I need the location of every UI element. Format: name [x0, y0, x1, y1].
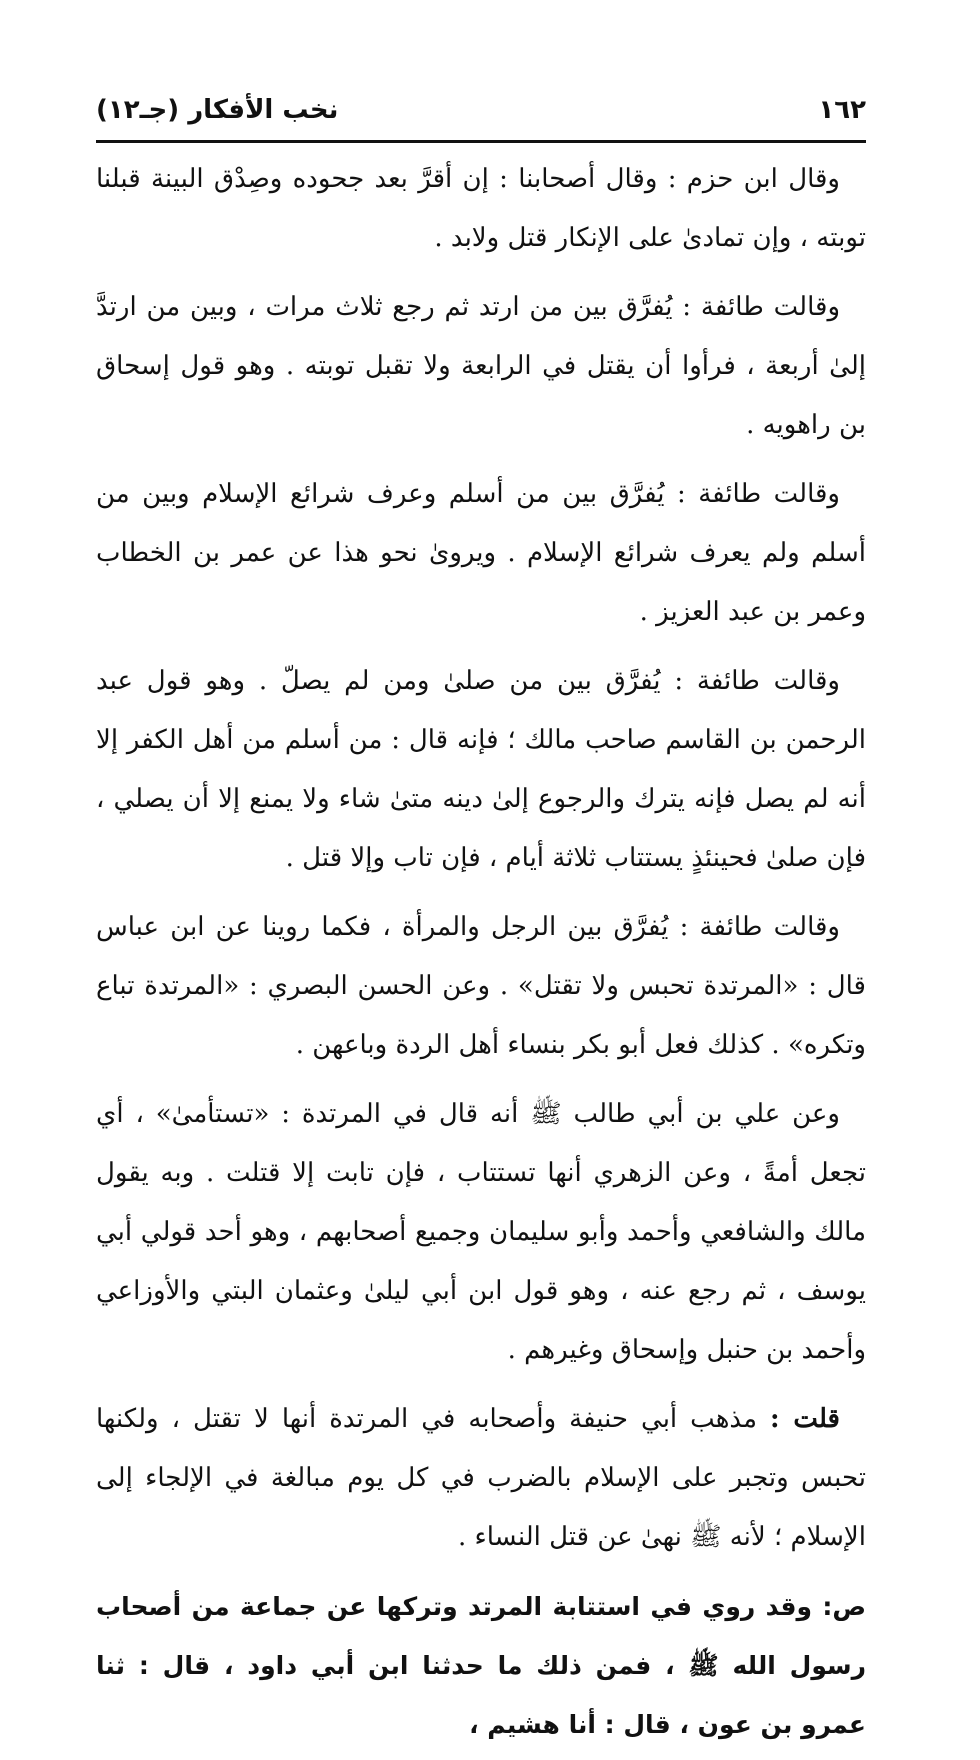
paragraph-text: مذهب أبي حنيفة وأصحابه في المرتدة أنها لا تقتل ، ولكنها تحبس وتجبر على الإسلام بالضرب في كل يوم مبالغة في الإلجاء إلى الإسلام ؛ لأنه ﷺ نهىٰ عن قتل النساء . [96, 1404, 866, 1552]
paragraph-text: وقالت طائفة : يُفرَّق بين من صلىٰ ومن لم يصلّ . وهو قول عبد الرحمن بن القاسم صاحب مالك ؛ فإنه قال : من أسلم من أهل الكفر إلا أنه لم يصل فإنه يترك والرجوع إلىٰ دينه متىٰ شاء ولا يمنع إلا أن يصلي ، فإن صلىٰ فحينئذٍ يستتاب ثلاثة أيام ، فإن تاب وإلا قتل . [96, 666, 866, 873]
paragraph-text: وقالت طائفة : يُفرَّق بين من أسلم وعرف شرائع الإسلام وبين من أسلم ولم يعرف شرائع الإسلام . ويروىٰ نحو هذا عن عمر بن الخطاب وعمر بن عبد العزيز . [96, 479, 866, 627]
page-header [96, 82, 866, 138]
paragraph-text: وقالت طائفة : يُفرَّق بين الرجل والمرأة ، فكما روينا عن ابن عباس قال : «المرتدة تحبس ولا تقتل» . وعن الحسن البصري : «المرتدة تباع وتكره» . كذلك فعل أبو بكر بنساء أهل الردة وباعهن . [96, 912, 866, 1060]
paragraph-man-woman [96, 898, 866, 1075]
paragraph-text: وقد روي في استتابة المرتد وتركها عن جماعة من أصحاب رسول الله ﷺ ، فمن ذلك ما حدثنا ابن أبي داود ، قال : ثنا عمرو بن عون ، قال : أنا هشيم ، [96, 1592, 866, 1739]
paragraph-text: وقال ابن حزم : وقال أصحابنا : إن أقرَّ بعد جحوده وصِدْق البينة قبلنا توبته ، وإن تمادىٰ على الإنكار قتل ولابد . [96, 164, 866, 253]
paragraph-sad [96, 1577, 866, 1754]
book-title: نخب الأفكار (جـ١٢) [96, 95, 339, 125]
paragraph-lead: قلت : [770, 1404, 840, 1434]
paragraph-ibn-hazm [96, 150, 866, 268]
header-rule [96, 140, 866, 143]
paragraph-qultu [96, 1390, 866, 1567]
paragraph-text: وعن علي بن أبي طالب ﷺ أنه قال في المرتدة : «تستأمىٰ» ، أي تجعل أمةً ، وعن الزهري أنها تستتاب ، فإن تابت إلا قتلت . وبه يقول مالك والشافعي وأحمد وأبو سليمان وجميع أصحابهم ، وهو أحد قولي أبي يوسف ، ثم رجع عنه ، وهو قول ابن أبي ليلىٰ وعثمان البتي والأوزاعي وأحمد بن حنبل وإسحاق وغيرهم . [96, 1099, 866, 1365]
paragraph-ali [96, 1085, 866, 1380]
page-body [96, 150, 866, 1760]
paragraph-lead: ص: [822, 1592, 866, 1621]
paragraph-text: وقالت طائفة : يُفرَّق بين من ارتد ثم رجع ثلاث مرات ، وبين من ارتدَّ إلىٰ أربعة ، فرأوا أن يقتل في الرابعة ولا تقبل توبته . وهو قول إسحاق بن راهويه . [96, 292, 867, 440]
paragraph-salah [96, 652, 866, 888]
paragraph-ishaq [96, 278, 866, 455]
paragraph-sharai [96, 465, 866, 642]
page-number: ١٦٢ [818, 95, 866, 125]
